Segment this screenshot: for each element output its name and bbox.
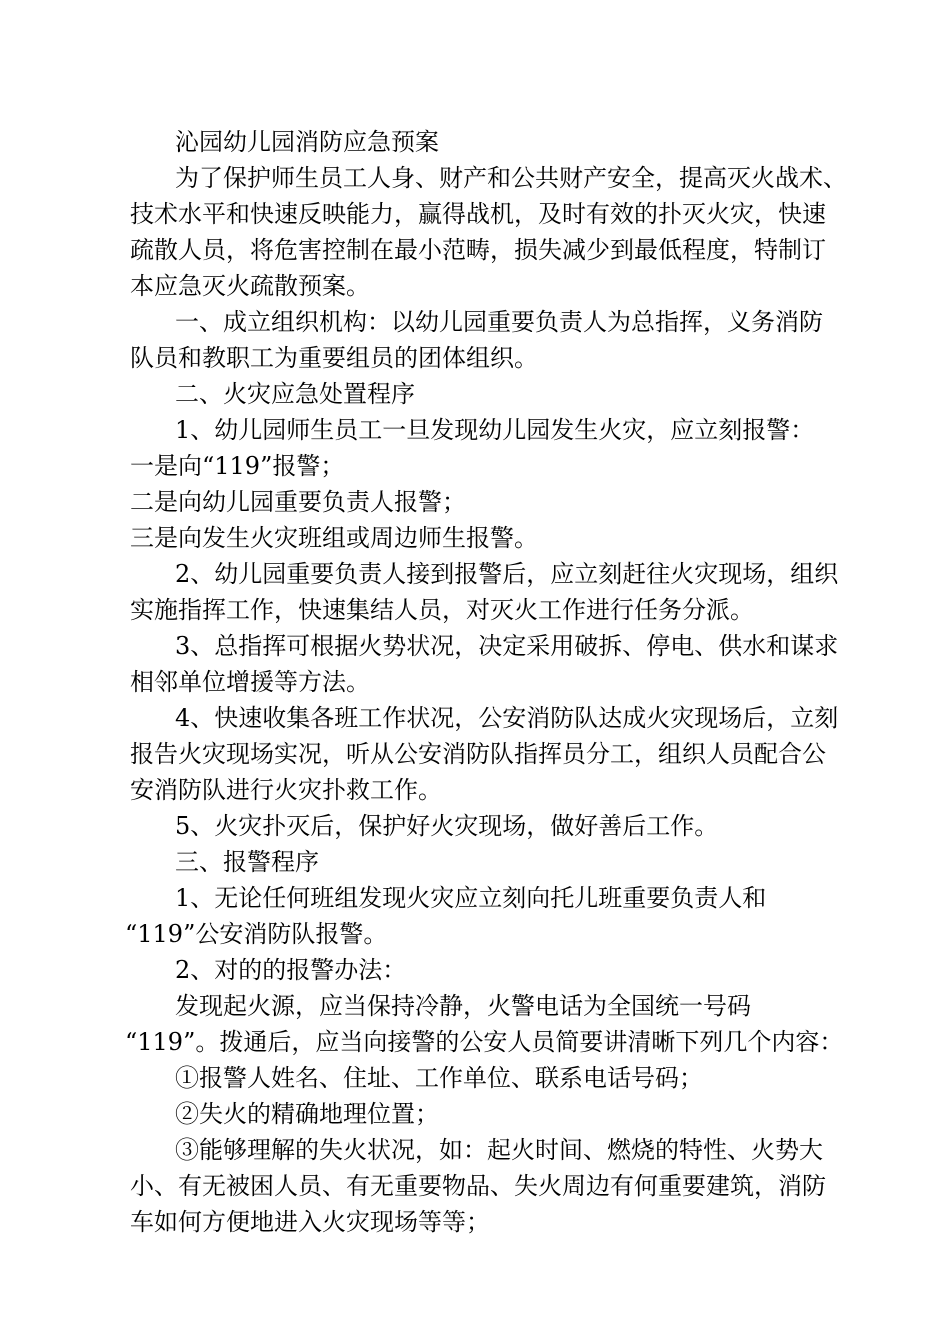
- section-heading: 一、成立组织机构：以幼儿园重要负责人为总指挥，义务消防: [175, 308, 823, 336]
- text-line: 技术水平和快速反映能力，赢得战机，及时有效的扑灭火灾，快速: [130, 200, 826, 228]
- text-line: 疏散人员，将危害控制在最小范畴，损失减少到最低程度，特制订: [130, 236, 826, 264]
- text-line: 5、火灾扑灭后，保护好火灾现场，做好善后工作。: [175, 812, 719, 840]
- text-line: “119”公安消防队报警。: [125, 920, 388, 948]
- document-title: 沁园幼儿园消防应急预案: [175, 128, 439, 156]
- text-line: 队员和教职工为重要组员的团体组织。: [130, 344, 538, 372]
- text-line: 发现起火源，应当保持冷静，火警电话为全国统一号码: [175, 992, 751, 1020]
- section-heading: 三、报警程序: [175, 848, 319, 876]
- list-item: ②失火的精确地理位置；: [175, 1100, 439, 1128]
- text-line: 车如何方便地进入火灾现场等等；: [130, 1208, 490, 1236]
- text-line: 4、快速收集各班工作状况，公安消防队达成火灾现场后，立刻: [175, 704, 839, 732]
- text-line: 为了保护师生员工人身、财产和公共财产安全，提高灭火战术、: [175, 164, 847, 192]
- text-line: 2、对的的报警办法：: [175, 956, 407, 984]
- text-line: 1、无论任何班组发现火灾应立刻向托儿班重要负责人和: [175, 884, 767, 912]
- text-line: 小、有无被困人员、有无重要物品、失火周边有何重要建筑，消防: [130, 1172, 826, 1200]
- text-line: “119”。拨通后，应当向接警的公安人员简要讲清晰下列几个内容：: [125, 1028, 844, 1056]
- text-line: 相邻单位增援等方法。: [130, 668, 370, 696]
- text-line: 1、幼儿园师生员工一旦发现幼儿园发生火灾，应立刻报警：: [175, 416, 815, 444]
- section-heading: 二、火灾应急处置程序: [175, 380, 415, 408]
- list-item: ①报警人姓名、住址、工作单位、联系电话号码；: [175, 1064, 703, 1092]
- text-line: 实施指挥工作，快速集结人员，对灭火工作进行任务分派。: [130, 596, 754, 624]
- text-line: 本应急灭火疏散预案。: [130, 272, 370, 300]
- text-line: 安消防队进行火灾扑救工作。: [130, 776, 442, 804]
- text-line: 三是向发生火灾班组或周边师生报警。: [130, 524, 538, 552]
- text-line: 3、总指挥可根据火势状况，决定采用破拆、停电、供水和谋求: [175, 632, 839, 660]
- text-line: 一是向“119”报警；: [130, 452, 345, 480]
- text-line: 2、幼儿园重要负责人接到报警后，应立刻赶往火灾现场，组织: [175, 560, 839, 588]
- text-line: 二是向幼儿园重要负责人报警；: [130, 488, 466, 516]
- list-item: ③能够理解的失火状况，如：起火时间、燃烧的特性、火势大: [175, 1136, 823, 1164]
- text-line: 报告火灾现场实况，听从公安消防队指挥员分工，组织人员配合公: [130, 740, 826, 768]
